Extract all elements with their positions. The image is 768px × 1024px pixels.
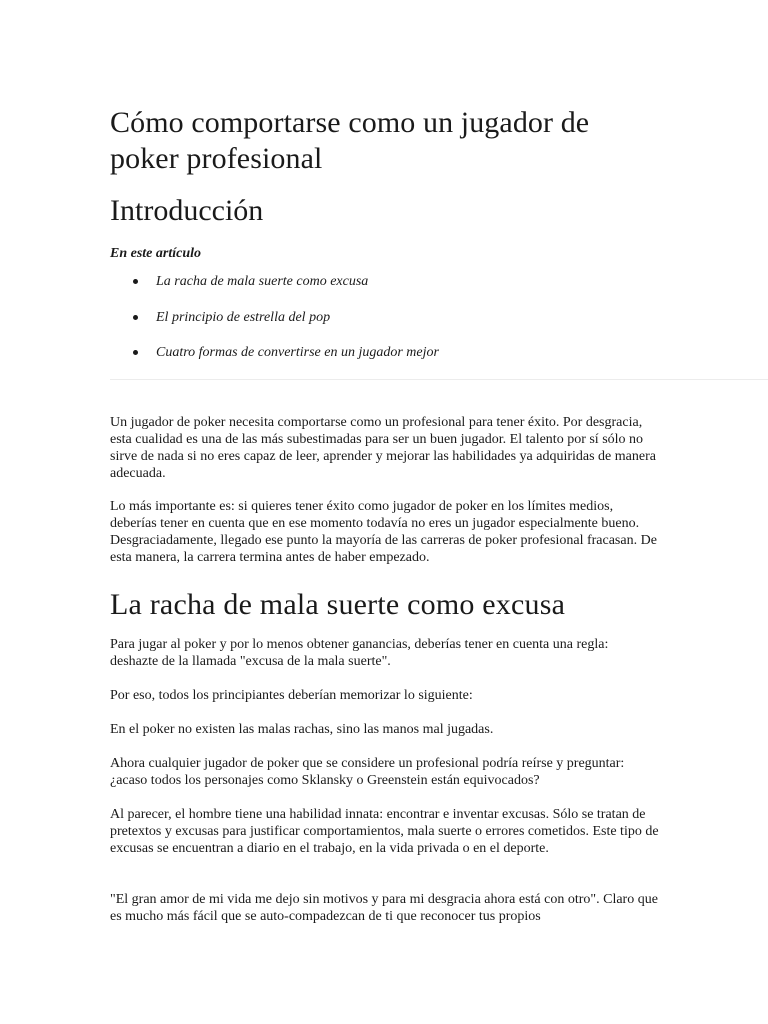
bullet-icon [133,279,138,284]
section-paragraph: En el poker no existen las malas rachas, sino las manos mal jugadas. [110,722,494,737]
section-divider [110,379,768,380]
toc-item [110,273,660,291]
toc-item [110,309,660,327]
document-page [110,100,660,924]
section-paragraph: Para jugar al poker y por lo menos obtener ganancias, deberías tener en cuenta una regla: deshazte de la llamada "excusa de la mala suerte". [110,637,609,669]
section-paragraph: Por eso, todos los principiantes deberían memorizar lo siguiente: [110,688,473,703]
bullet-icon [133,350,138,355]
page-title: Cómo comportarse como un jugador de poker profesional [110,106,590,175]
toc-item [110,344,660,362]
toc-link-estrella[interactable]: El principio de estrella del pop [156,309,331,325]
section-paragraph: Ahora cualquier jugador de poker que se considere un profesional podría reírse y preguntar: ¿acaso todos los personajes como Sklansky o Greenstein están equivocados? [110,756,625,788]
section-paragraph: "El gran amor de mi vida me dejo sin motivos y para mi desgracia ahora está con otro". Claro que es mucho más fácil que se auto-compadezcan de ti que reconocer tus propios [110,892,658,924]
table-of-contents [110,273,660,362]
toc-link-racha[interactable]: La racha de mala suerte como excusa [156,274,369,289]
toc-link-cuatro-formas[interactable]: Cuatro formas de convertirse en un jugador mejor [156,345,439,360]
section-heading: La racha de mala suerte como excusa [110,588,566,621]
bullet-icon [133,315,138,320]
intro-heading: Introducción [110,194,264,227]
intro-paragraph: Lo más importante es: si quieres tener éxito como jugador de poker en los límites medios, deberías tener en cuenta que en ese momento todavía no eres un jugador especialmente bueno. Desgraciadamente, llegado ese punto la mayoría de las carreras de poker profesional fracasan. De esta manera, la carrera termina antes de haber empezado. [110,499,657,565]
section-paragraph: Al parecer, el hombre tiene una habilidad innata: encontrar e inventar excusas. Sólo se tratan de pretextos y excusas para justificar comportamientos, mala suerte o errores cometidos. Este tipo de excusas se encuentran a diario en el trabajo, en la vida privada o en el deporte. [110,807,659,856]
intro-paragraph: Un jugador de poker necesita comportarse como un profesional para tener éxito. Por desgracia, esta cualidad es una de las más subestimadas para ser un buen jugador. El talento por sí sólo no sirve de nada si no eres capaz de leer, aprender y mejorar las habilidades ya adquiridas de manera adecuada. [110,415,656,481]
toc-label: En este artículo [110,246,202,261]
